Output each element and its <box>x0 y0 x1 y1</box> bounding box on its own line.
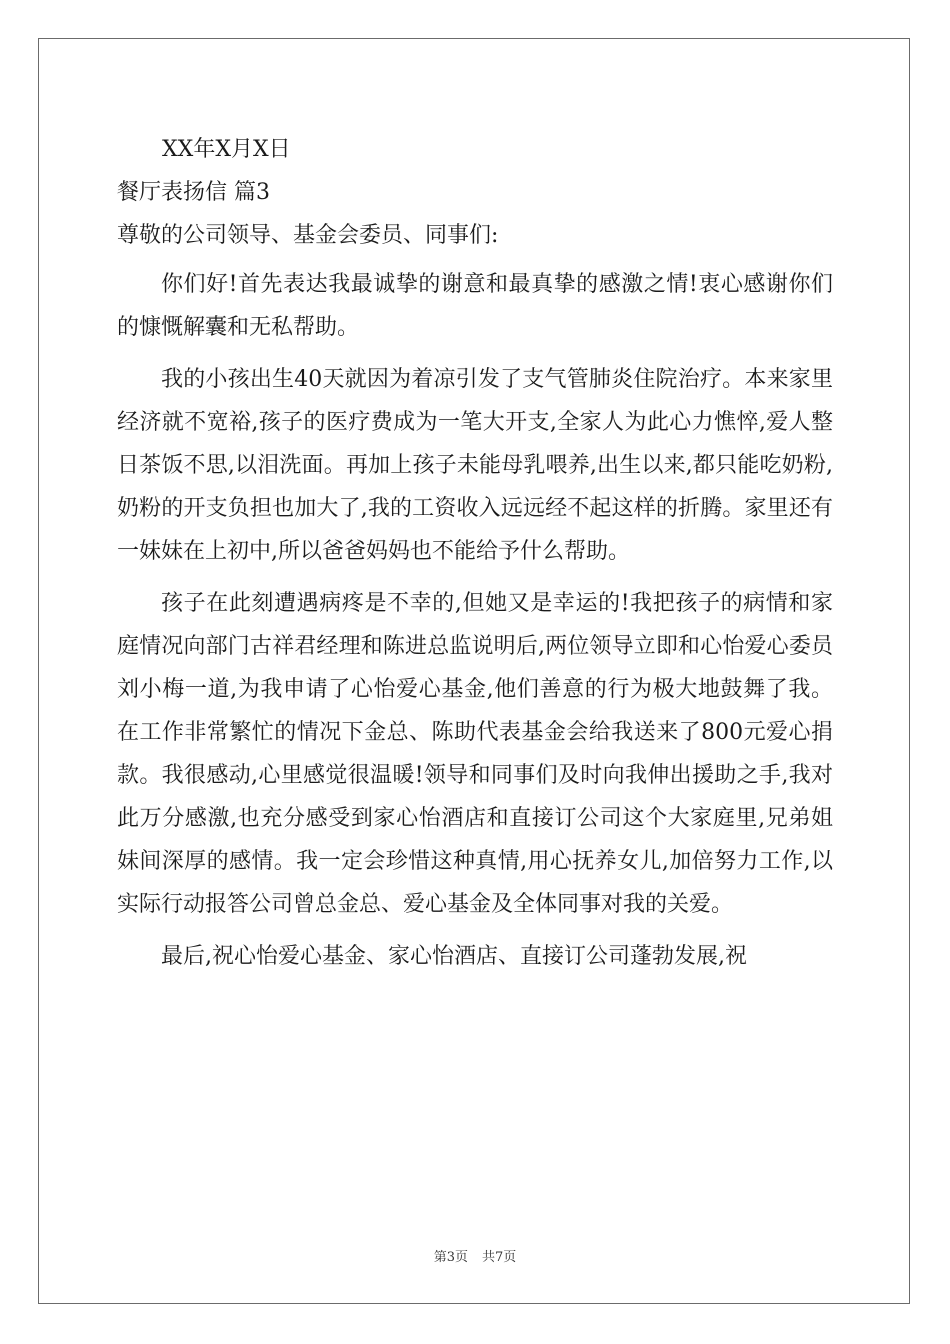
letter-date: XX年X月X日 <box>162 137 291 162</box>
paragraph-2: 我的小孩出生40天就因为着凉引发了支气管肺炎住院治疗。本来家里经济就不宽裕,孩子的医疗费成为一笔大开支,全家人为此心力憔悴,爱人整日茶饭不思,以泪洗面。再加上孩子未能母乳喂养,出生以来,都只能吃奶粉,奶粉的开支负担也加大了,我的工资收入远远经不起这样的折腾。家里还有一妹妹在上初中,所以爸爸妈妈也不能给予什么帮助。 <box>117 367 833 564</box>
page-total: 共7页 <box>482 1250 517 1265</box>
page-number: 第3页 <box>433 1250 468 1265</box>
section-title: 餐厅表扬信 篇3 <box>117 180 270 205</box>
paragraph-1: 你们好!首先表达我最诚挚的谢意和最真挚的感激之情!衷心感谢你们的慷慨解囊和无私帮助。 <box>117 272 833 340</box>
paragraph-3: 孩子在此刻遭遇病疼是不幸的,但她又是幸运的!我把孩子的病情和家庭情况向部门古祥君经理和陈进总监说明后,两位领导立即和心怡爱心委员刘小梅一道,为我申请了心怡爱心基金,他们善意的行为极大地鼓舞了我。在工作非常繁忙的情况下金总、陈助代表基金会给我送来了800元爱心捐款。我很感动,心里感觉很温暖!领导和同事们及时向我伸出援助之手,我对此万分感激,也充分感受到家心怡酒店和直接订公司这个大家庭里,兄弟姐妹间深厚的感情。我一定会珍惜这种真情,用心抚养女儿,加倍努力工作,以实际行动报答公司曾总金总、爱心基金及全体同事对我的关爱。 <box>117 591 833 917</box>
page-footer <box>0 1246 950 1265</box>
paragraph-4: 最后,祝心怡爱心基金、家心怡酒店、直接订公司蓬勃发展,祝 <box>161 944 747 969</box>
letter-body <box>117 128 833 981</box>
salutation: 尊敬的公司领导、基金会委员、同事们: <box>117 223 499 248</box>
